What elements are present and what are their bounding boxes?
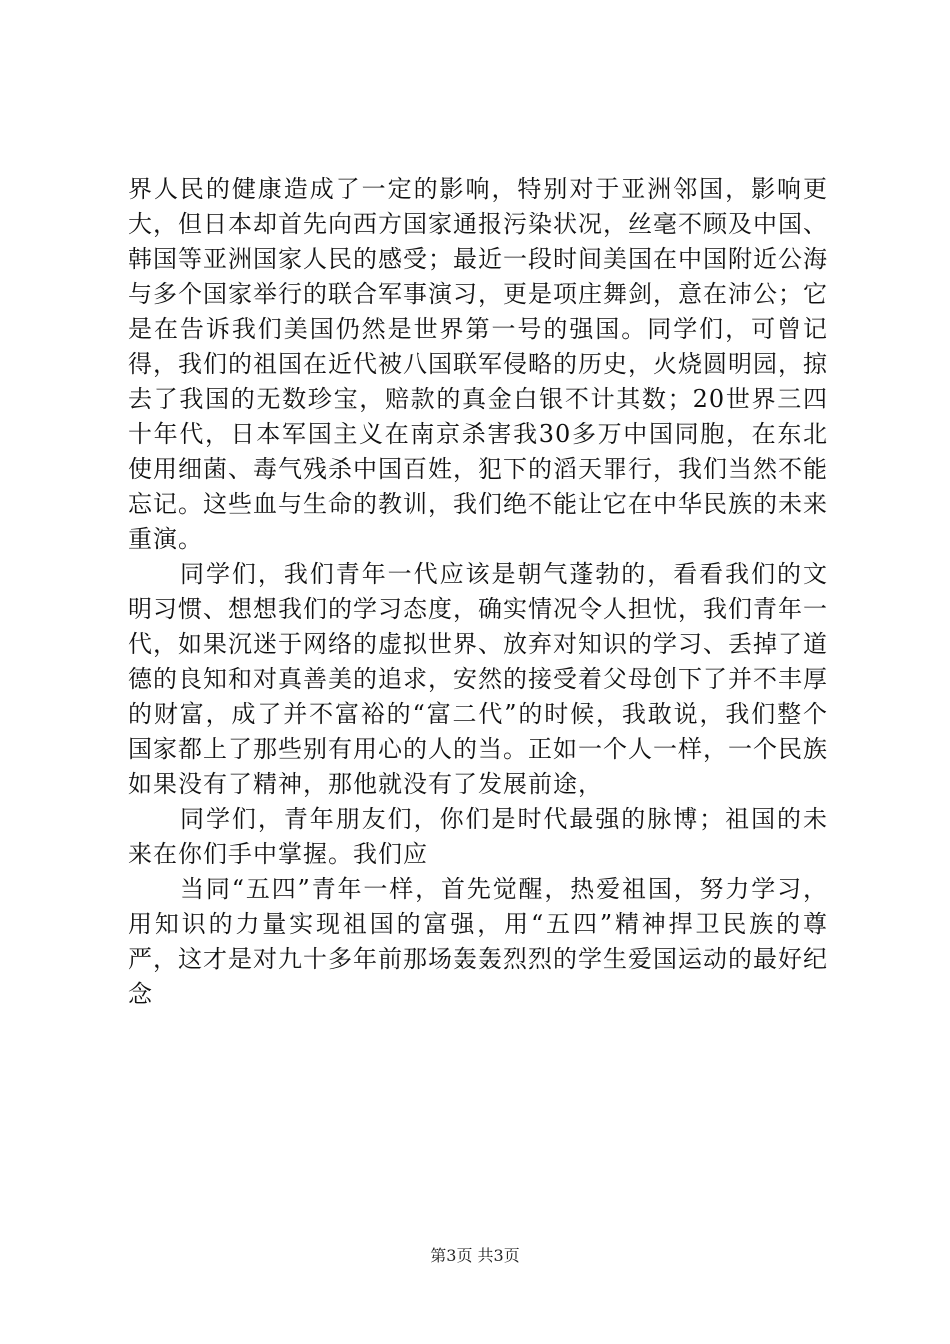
paragraph-1: 界人民的健康造成了一定的影响，特别对于亚洲邻国，影响更大，但日本却首先向西方国家通报污染状况，丝毫不顾及中国、韩国等亚洲国家人民的感受；最近一段时间美国在中国附近公海与多个国家举行的联合军事演习，更是项庄舞剑，意在沛公；它是在告诉我们美国仍然是世界第一号的强国。同学们，可曾记得，我们的祖国在近代被八国联军侵略的历史，火烧圆明园，掠去了我国的无数珍宝，赔款的真金白银不计其数；20世界三四十年代，日本军国主义在南京杀害我30多万中国同胞，在东北使用细菌、毒气残杀中国百姓，犯下的滔天罪行，我们当然不能忘记。这些血与生命的教训，我们绝不能让它在中华民族的未来重演。 bbox=[128, 175, 828, 553]
document-body bbox=[128, 172, 828, 1012]
paragraph-3: 同学们，青年朋友们，你们是时代最强的脉博；祖国的未来在你们手中掌握。我们应 bbox=[128, 805, 828, 868]
paragraph-2: 同学们，我们青年一代应该是朝气蓬勃的，看看我们的文明习惯、想想我们的学习态度，确实情况令人担忧，我们青年一代，如果沉迷于网络的虚拟世界、放弃对知识的学习、丢掉了道德的良知和对真善美的追求，安然的接受着父母创下了并不丰厚的财富，成了并不富裕的“富二代”的时候，我敢说，我们整个国家都上了那些别有用心的人的当。正如一个人一样，一个民族如果没有了精神，那他就没有了发展前途， bbox=[128, 560, 828, 798]
page-number-footer: 第3页 共3页 bbox=[430, 1246, 520, 1265]
paragraph-4: 当同“五四”青年一样，首先觉醒，热爱祖国，努力学习，用知识的力量实现祖国的富强，用“五四”精神捍卫民族的尊严，这才是对九十多年前那场轰轰烈烈的学生爱国运动的最好纪念 bbox=[128, 875, 828, 1008]
